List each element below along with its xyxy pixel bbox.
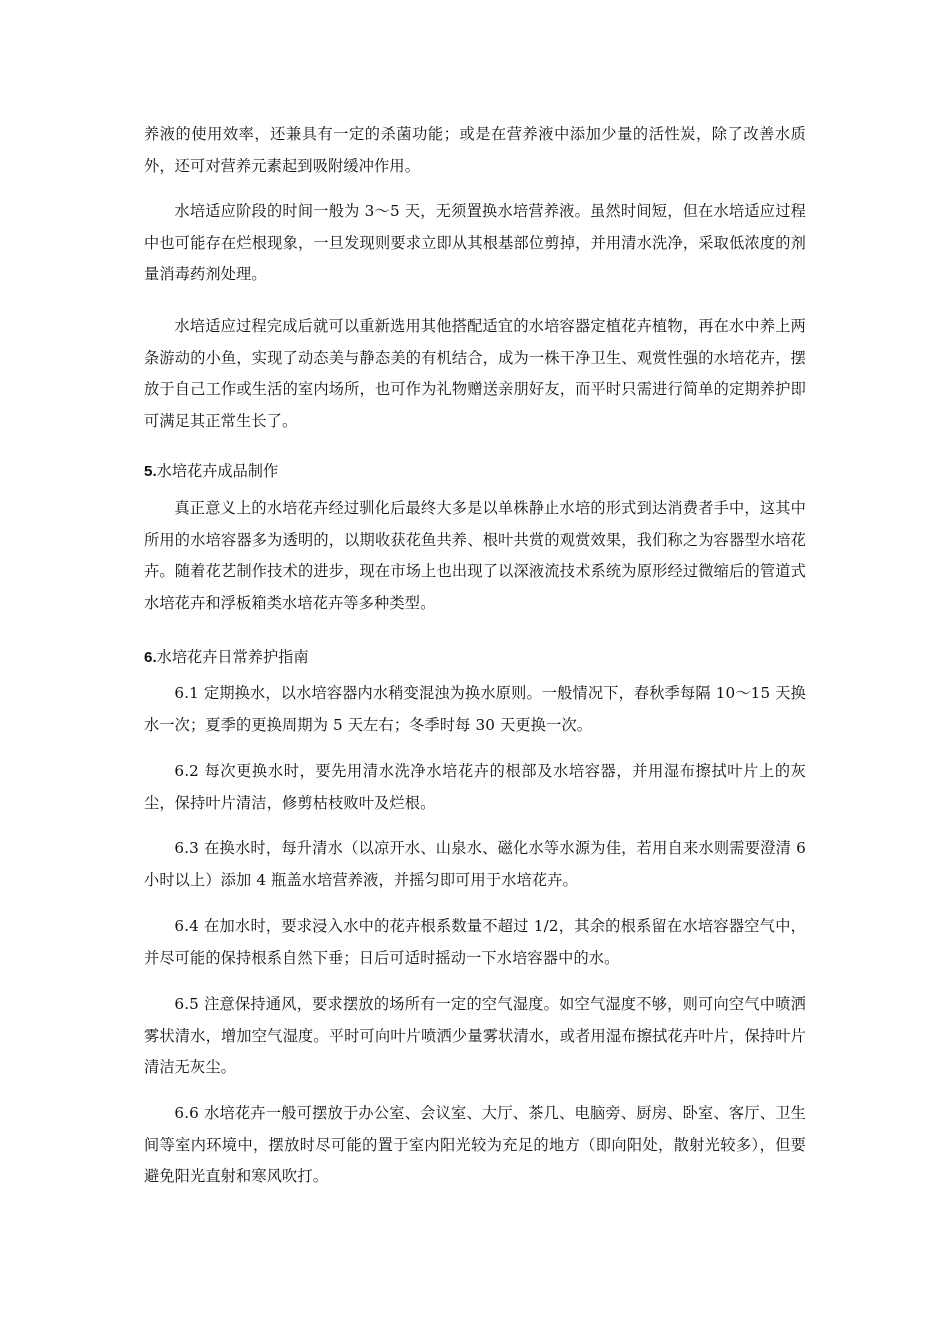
care-item-6-1: 6.1 定期换水，以水培容器内水稍变混浊为换水原则。一般情况下，春秋季每隔 10～15 天换水一次；夏季的更换周期为 5 天左右；冬季时每 30 天更换一次。 [144,684,806,734]
section-5-title: 水培花卉成品制作 [156,462,279,480]
paragraph-adaptation-period: 水培适应阶段的时间一般为 3～5 天，无须置换水培营养液。虽然时间短，但在水培适应过程中也可能存在烂根现象，一旦发现则要求立即从其根基部位剪掉，并用清水洗净，采取低浓度的剂量消毒药剂处理。 [144,202,806,283]
care-item-6-6: 6.6 水培花卉一般可摆放于办公室、会议室、大厅、茶几、电脑旁、厨房、卧室、客厅、卫生间等室内环境中，摆放时尽可能的置于室内阳光较为充足的地方（即向阳处，散射光较多），但要避免阳光直射和寒风吹打。 [144,1104,806,1185]
section-6-heading [144,642,806,674]
section-5-body: 真正意义上的水培花卉经过驯化后最终大多是以单株静止水培的形式到达消费者手中，这其中所用的水培容器多为透明的，以期收获花鱼共养、根叶共赏的观赏效果，我们称之为容器型水培花卉。随着花艺制作技术的进步，现在市场上也出现了以深液流技术系统为原形经过微缩后的管道式水培花卉和浮板箱类水培花卉等多种类型。 [144,499,806,612]
section-6-number: 6. [144,649,157,666]
paragraph-after-adaptation: 水培适应过程完成后就可以重新选用其他搭配适宜的水培容器定植花卉植物，再在水中养上两条游动的小鱼，实现了动态美与静态美的有机结合，成为一株干净卫生、观赏性强的水培花卉，摆放于自己工作或生活的室内场所，也可作为礼物赠送亲朋好友，而平时只需进行简单的定期养护即可满足其正常生长了。 [144,317,806,430]
section-5-heading [144,456,806,488]
care-item-6-2: 6.2 每次更换水时，要先用清水洗净水培花卉的根部及水培容器，并用湿布擦拭叶片上的灰尘，保持叶片清洁，修剪枯枝败叶及烂根。 [144,762,806,812]
care-item-6-3: 6.3 在换水时，每升清水（以凉开水、山泉水、磁化水等水源为佳，若用自来水则需要澄清 6 小时以上）添加 4 瓶盖水培营养液，并摇匀即可用于水培花卉。 [144,839,806,889]
care-item-6-4: 6.4 在加水时，要求浸入水中的花卉根系数量不超过 1/2，其余的根系留在水培容器空气中，并尽可能的保持根系自然下垂；日后可适时摇动一下水培容器中的水。 [144,917,806,967]
care-item-6-5: 6.5 注意保持通风，要求摆放的场所有一定的空气湿度。如空气湿度不够，则可向空气中喷洒雾状清水，增加空气湿度。平时可向叶片喷洒少量雾状清水，或者用湿布擦拭花卉叶片，保持叶片清洁无灰尘。 [144,995,806,1076]
section-5-number: 5. [144,463,157,480]
section-6-title: 水培花卉日常养护指南 [156,648,309,666]
paragraph-continuation: 养液的使用效率，还兼具有一定的杀菌功能；或是在营养液中添加少量的活性炭，除了改善水质外，还可对营养元素起到吸附缓冲作用。 [144,125,806,175]
